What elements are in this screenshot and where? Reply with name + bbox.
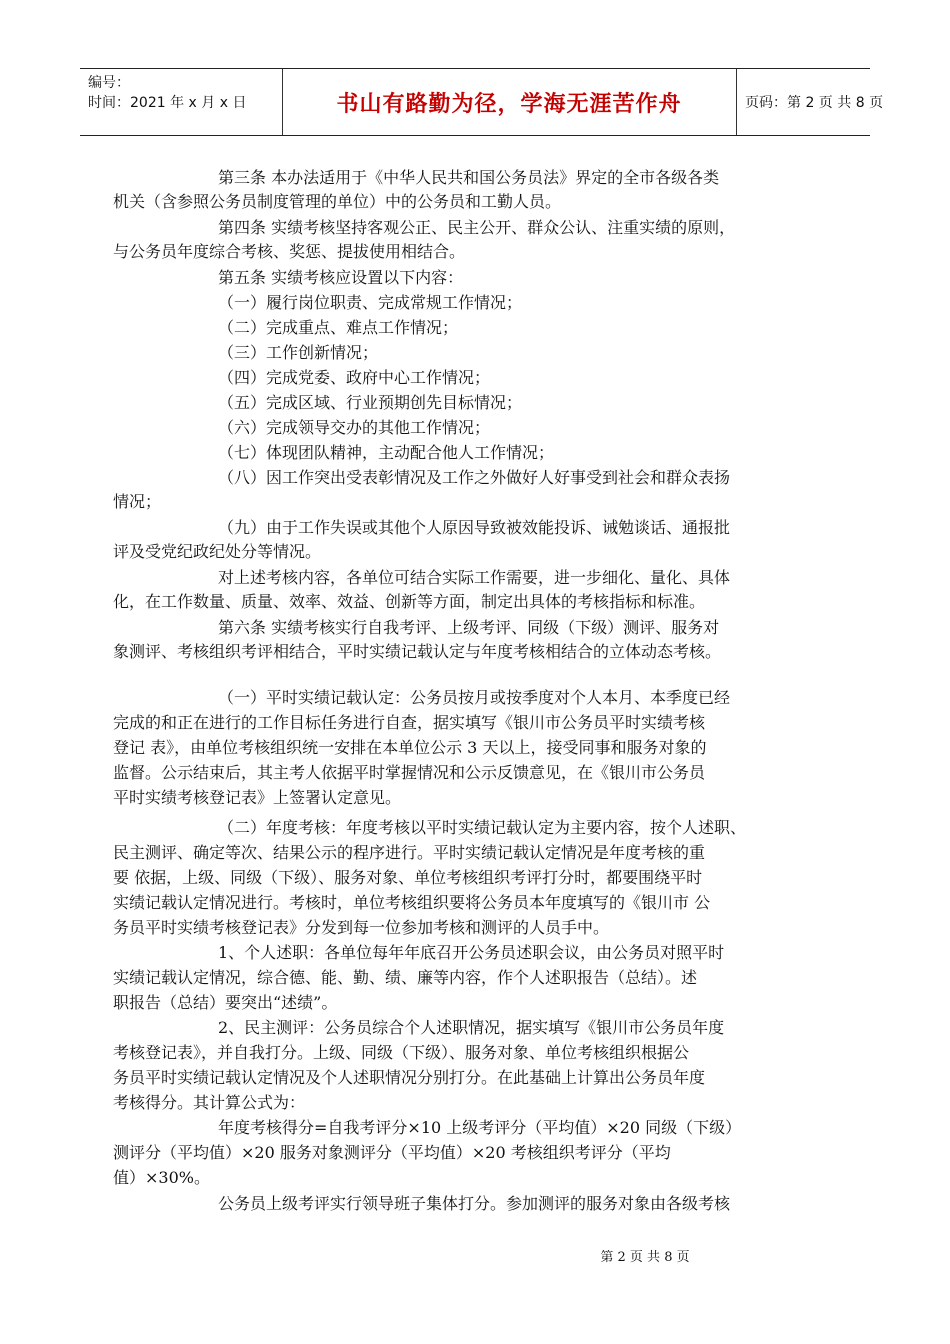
text-line: 年度考核得分=自我考评分×10 上级考评分（平均值）×20 同级（下级）	[218, 1118, 742, 1137]
text-line: 机关（含参照公务员制度管理的单位）中的公务员和工勤人员。	[113, 192, 562, 211]
text-line: 象测评、考核组织考评相结合，平时实绩记载认定与年度考核相结合的立体动态考核。	[113, 642, 722, 661]
text-line: 登记 表》，由单位考核组织统一安排在本单位公示 3 天以上，接受同事和服务对象的	[113, 738, 707, 757]
text-line: 务员平时实绩考核登记表》分发到每一位参加考核和测评的人员手中。	[113, 918, 610, 937]
header-motto-cell	[282, 69, 737, 135]
text-line: （一）履行岗位职责、完成常规工作情况；	[218, 293, 523, 312]
text-line: 平时实绩考核登记表》上签署认定意见。	[113, 788, 402, 807]
text-line: （七）体现团队精神，主动配合他人工作情况；	[218, 443, 555, 462]
text-line: 职报告（总结）要突出“述绩”。	[113, 993, 338, 1012]
text-line: 与公务员年度综合考核、奖惩、提拔使用相结合。	[113, 242, 466, 261]
text-line: （八）因工作突出受表彰情况及工作之外做好人好事受到社会和群众表扬	[218, 468, 731, 487]
text-line: （五）完成区域、行业预期创先目标情况；	[218, 393, 523, 412]
text-line: （二）完成重点、难点工作情况；	[218, 318, 459, 337]
text-line: 要 依据，上级、同级（下级）、服务对象、单位考核组织考评打分时，都要围绕平时	[113, 868, 703, 887]
text-line: 化，在工作数量、质量、效率、效益、创新等方面，制定出具体的考核指标和标准。	[113, 592, 706, 611]
document-time-label: 时间：2021 年 x 月 x 日	[88, 95, 247, 111]
text-line: 监督。公示结束后，其主考人依据平时掌握情况和公示反馈意见，在《银川市公务员	[113, 763, 706, 782]
text-line: 2、民主测评：公务员综合个人述职情况，据实填写《银川市公务员年度	[218, 1018, 725, 1037]
text-line: 1、个人述职：各单位每年年底召开公务员述职会议，由公务员对照平时	[218, 943, 725, 962]
header-page-info: 页码：第 2 页 共 8 页	[745, 95, 884, 111]
text-line: 务员平时实绩记载认定情况及个人述职情况分别打分。在此基础上计算出公务员年度	[113, 1068, 706, 1087]
text-line: 第六条 实绩考核实行自我考评、上级考评、同级（下级）测评、服务对	[218, 618, 720, 637]
header-motto: 书山有路勤为径，学海无涯苦作舟	[336, 91, 682, 117]
text-line: （一）平时实绩记载认定：公务员按月或按季度对个人本月、本季度已经	[218, 688, 731, 707]
text-line: 第三条 本办法适用于《中华人民共和国公务员法》界定的全市各级各类	[218, 168, 720, 187]
document-number-label: 编号：	[88, 75, 130, 91]
text-line: 值）×30%。	[113, 1168, 210, 1187]
page-footer	[0, 1246, 950, 1265]
footer-page-number: 第 2 页 共 8 页	[600, 1250, 690, 1265]
text-line: 测评分（平均值）×20 服务对象测评分（平均值）×20 考核组织考评分（平均	[113, 1143, 671, 1162]
text-line: 评及受党纪政纪处分等情况。	[113, 542, 322, 561]
text-line: 考核得分。其计算公式为：	[113, 1093, 306, 1112]
text-line: 完成的和正在进行的工作目标任务进行自查，据实填写《银川市公务员平时实绩考核	[113, 713, 706, 732]
text-line: （二）年度考核：年度考核以平时实绩记载认定为主要内容，按个人述职、	[218, 818, 747, 837]
text-line: 民主测评、确定等次、结果公示的程序进行。平时实绩记载认定情况是年度考核的重	[113, 843, 706, 862]
text-line: （九）由于工作失误或其他个人原因导致被效能投诉、诫勉谈话、通报批	[218, 518, 731, 537]
text-line: 考核登记表》，并自我打分。上级、同级（下级）、服务对象、单位考核组织根据公	[113, 1043, 690, 1062]
text-line: 情况；	[113, 492, 162, 511]
text-line: （四）完成党委、政府中心工作情况；	[218, 368, 491, 387]
header-meta-cell	[80, 69, 283, 135]
page-header-table	[80, 68, 884, 136]
text-line: （三）工作创新情况；	[218, 343, 379, 362]
text-line: 实绩记载认定情况，综合德、能、勤、绩、廉等内容，作个人述职报告（总结）。述	[113, 968, 698, 987]
text-line: 第五条 实绩考核应设置以下内容：	[218, 268, 464, 287]
text-line: 公务员上级考评实行领导班子集体打分。参加测评的服务对象由各级考核	[218, 1194, 731, 1213]
text-line: （六）完成领导交办的其他工作情况；	[218, 418, 491, 437]
text-line: 对上述考核内容，各单位可结合实际工作需要，进一步细化、量化、具体	[218, 568, 731, 587]
text-line: 第四条 实绩考核坚持客观公正、民主公开、群众公认、注重实绩的原则，	[218, 218, 736, 237]
text-line: 实绩记载认定情况进行。考核时，单位考核组织要将公务员本年度填写的《银川市 公	[113, 893, 711, 912]
